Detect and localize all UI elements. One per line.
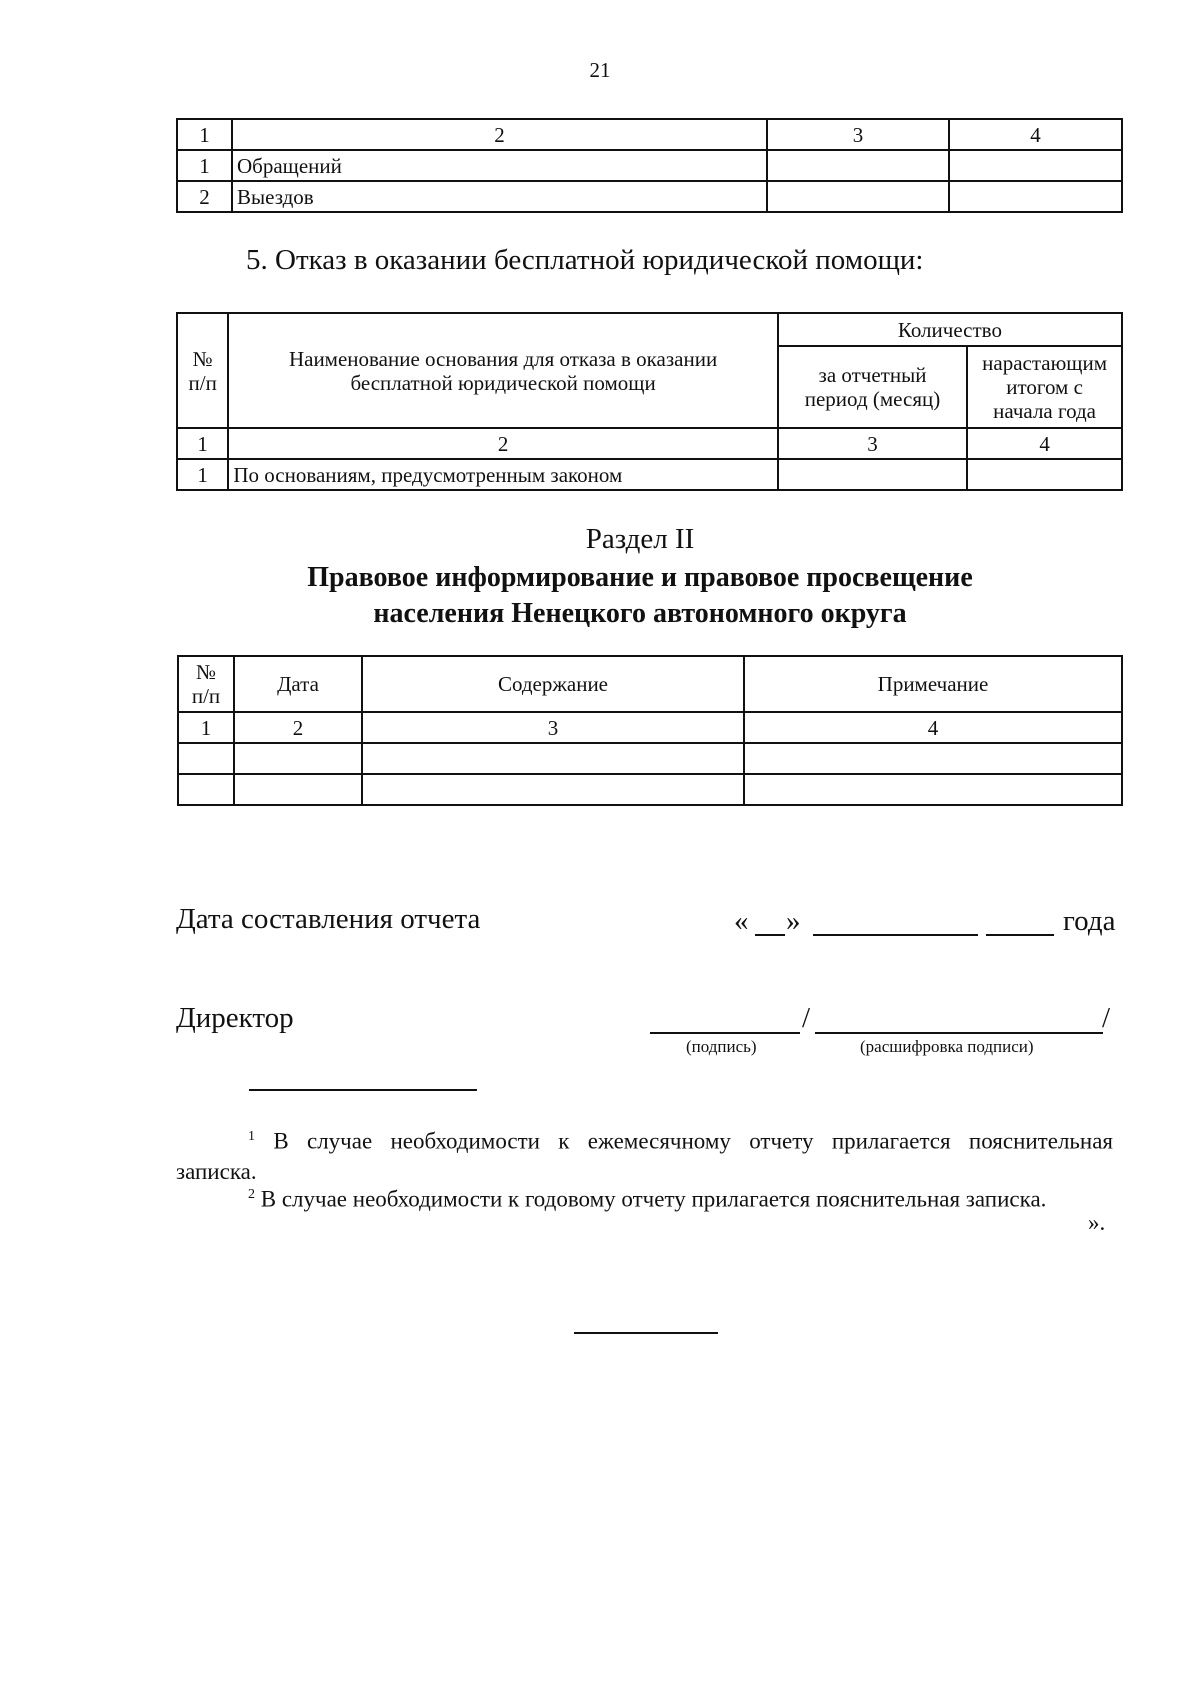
col-period-header: за отчетный период (месяц) <box>778 346 967 428</box>
table-cell <box>178 774 234 805</box>
footnote-separator <box>249 1089 477 1091</box>
footnote-1-text: В случае необходимости к ежемесячному отчету прилагается пояснительная <box>273 1128 1114 1154</box>
signature-slash-end: / <box>1102 1002 1111 1034</box>
row-number: 1 <box>177 459 228 490</box>
section-title: Раздел II <box>585 523 695 555</box>
table-header-cell: 3 <box>767 119 949 150</box>
footnote-1-continuation: записка. <box>176 1158 257 1184</box>
end-separator <box>574 1332 718 1334</box>
year-blank <box>986 934 1054 936</box>
footnote-2 <box>248 1180 1046 1215</box>
index-cell: 4 <box>967 428 1122 459</box>
row-value-total <box>949 181 1122 212</box>
col-number-header: № п/п <box>177 313 228 428</box>
col-content-header: Содержание <box>362 656 744 712</box>
row-number: 2 <box>177 181 232 212</box>
section-subtitle-line-1: Правовое информирование и правовое просвещение <box>307 562 973 593</box>
footnote-2-text: В случае необходимости к годовому отчету прилагается пояснительная записка. <box>260 1186 1047 1212</box>
footnote-1-mark: 1 <box>248 1129 255 1144</box>
table-cell <box>362 774 744 805</box>
row-value-period <box>767 181 949 212</box>
day-blank <box>755 934 785 936</box>
index-cell: 4 <box>744 712 1122 743</box>
index-cell: 1 <box>177 428 228 459</box>
col-date-header: Дата <box>234 656 362 712</box>
signature-caption: (подпись) <box>686 1037 757 1056</box>
index-cell: 3 <box>778 428 967 459</box>
table-cell <box>744 774 1122 805</box>
table-row <box>178 774 1122 805</box>
report-date-label: Дата составления отчета <box>176 903 481 935</box>
table-header-cell: 2 <box>232 119 767 150</box>
footnote-1 <box>176 1122 1113 1187</box>
row-value-period <box>767 150 949 181</box>
table-row <box>177 181 1122 212</box>
table-header-cell: 1 <box>177 119 232 150</box>
table-header-row <box>178 656 1122 712</box>
row-number: 1 <box>177 150 232 181</box>
row-name: Выездов <box>232 181 767 212</box>
index-cell: 3 <box>362 712 744 743</box>
page-number: 21 <box>589 58 611 82</box>
row-name: По основаниям, предусмотренным законом <box>228 459 777 490</box>
table-row <box>178 743 1122 774</box>
director-label: Директор <box>176 1002 294 1034</box>
table-header-row <box>177 313 1122 346</box>
section-subtitle-line-2: населения Ненецкого автономного округа <box>373 598 907 629</box>
closing-quote: ». <box>1088 1210 1106 1235</box>
col-total-header: нарастающим итогом с начала года <box>967 346 1122 428</box>
col-number-header: № п/п <box>178 656 234 712</box>
table-row <box>177 459 1122 490</box>
table-cell <box>362 743 744 774</box>
row-value-period <box>778 459 967 490</box>
table-cell <box>234 743 362 774</box>
row-value-total <box>967 459 1122 490</box>
decode-caption: (расшифровка подписи) <box>860 1037 1034 1056</box>
table-cell <box>178 743 234 774</box>
table-index-row <box>177 428 1122 459</box>
table-legal-information <box>177 655 1123 806</box>
quote-open: « <box>734 905 749 937</box>
quote-close: » <box>786 905 801 937</box>
row-name: Обращений <box>232 150 767 181</box>
index-cell: 1 <box>178 712 234 743</box>
decode-blank <box>815 1032 1103 1034</box>
signature-blank <box>650 1032 800 1034</box>
row-value-total <box>949 150 1122 181</box>
table-header-cell: 4 <box>949 119 1122 150</box>
col-note-header: Примечание <box>744 656 1122 712</box>
table-visits <box>176 118 1123 213</box>
table-header-row <box>177 119 1122 150</box>
section-5-heading: 5. Отказ в оказании бесплатной юридической помощи: <box>246 244 924 276</box>
index-cell: 2 <box>234 712 362 743</box>
table-cell <box>744 743 1122 774</box>
signature-slash: / <box>802 1002 811 1034</box>
month-blank <box>813 934 978 936</box>
table-cell <box>234 774 362 805</box>
col-quantity-header: Количество <box>778 313 1122 346</box>
table-row <box>177 150 1122 181</box>
year-word: года <box>1063 905 1116 937</box>
col-name-header: Наименование основания для отказа в оказании бесплатной юридической помощи <box>228 313 777 428</box>
footnote-2-mark: 2 <box>248 1187 255 1202</box>
table-refusals <box>176 312 1123 491</box>
index-cell: 2 <box>228 428 777 459</box>
table-index-row <box>178 712 1122 743</box>
